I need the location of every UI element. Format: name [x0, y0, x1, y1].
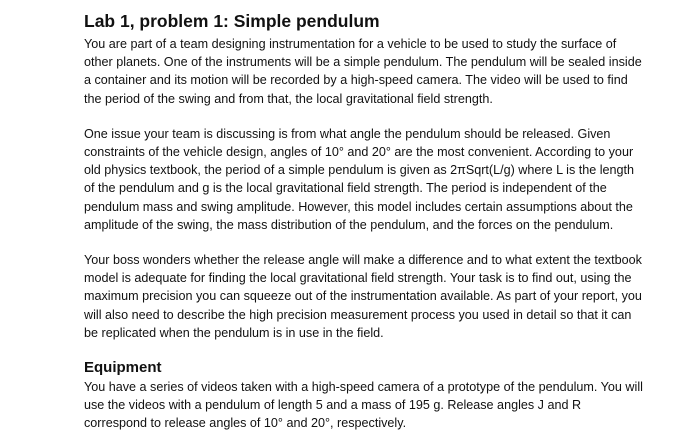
- equipment-heading: Equipment: [84, 359, 162, 377]
- page-title: Lab 1, problem 1: Simple pendulum: [84, 11, 380, 31]
- document-body: [84, 10, 644, 433]
- release-angle-paragraph: One issue your team is discussing is from what angle the pendulum should be released. Given constraints of the vehicle design, angles of 10° and 20° are the most convenient. According to your old physics textbook, the period of a simple pendulum is given as 2πSqrt(L/g) where L is the length of the pendulum and g is the local gravitational field strength. The period is independent of the pendulum mass and swing amplitude. However, this model includes certain assumptions about the amplitude of the swing, the mass distribution of the pendulum, and the forces on the pendulum.: [84, 126, 635, 232]
- task-paragraph: Your boss wonders whether the release angle will make a difference and to what extent the textbook model is adequate for finding the local gravitational field strength. Your task is to find out, using the maximum precision you can squeeze out of the instrumentation available. As part of your report, you will also need to describe the high precision measurement process you used in detail so that it can be replicated when the pendulum is in use in the field.: [84, 253, 642, 340]
- intro-paragraph: You are part of a team designing instrumentation for a vehicle to be used to study the surface of other planets. One of the instruments will be a simple pendulum. The pendulum will be sealed inside a container and its motion will be recorded by a high-speed camera. The video will be used to find the period of the swing and from that, the local gravitational field strength.: [84, 37, 642, 106]
- equipment-paragraph: You have a series of videos taken with a high-speed camera of a prototype of the pendulum. You will use the videos with a pendulum of length 5 and a mass of 195 g. Release angles J and R correspond to release angles of 10° and 20°, respectively.: [84, 380, 643, 431]
